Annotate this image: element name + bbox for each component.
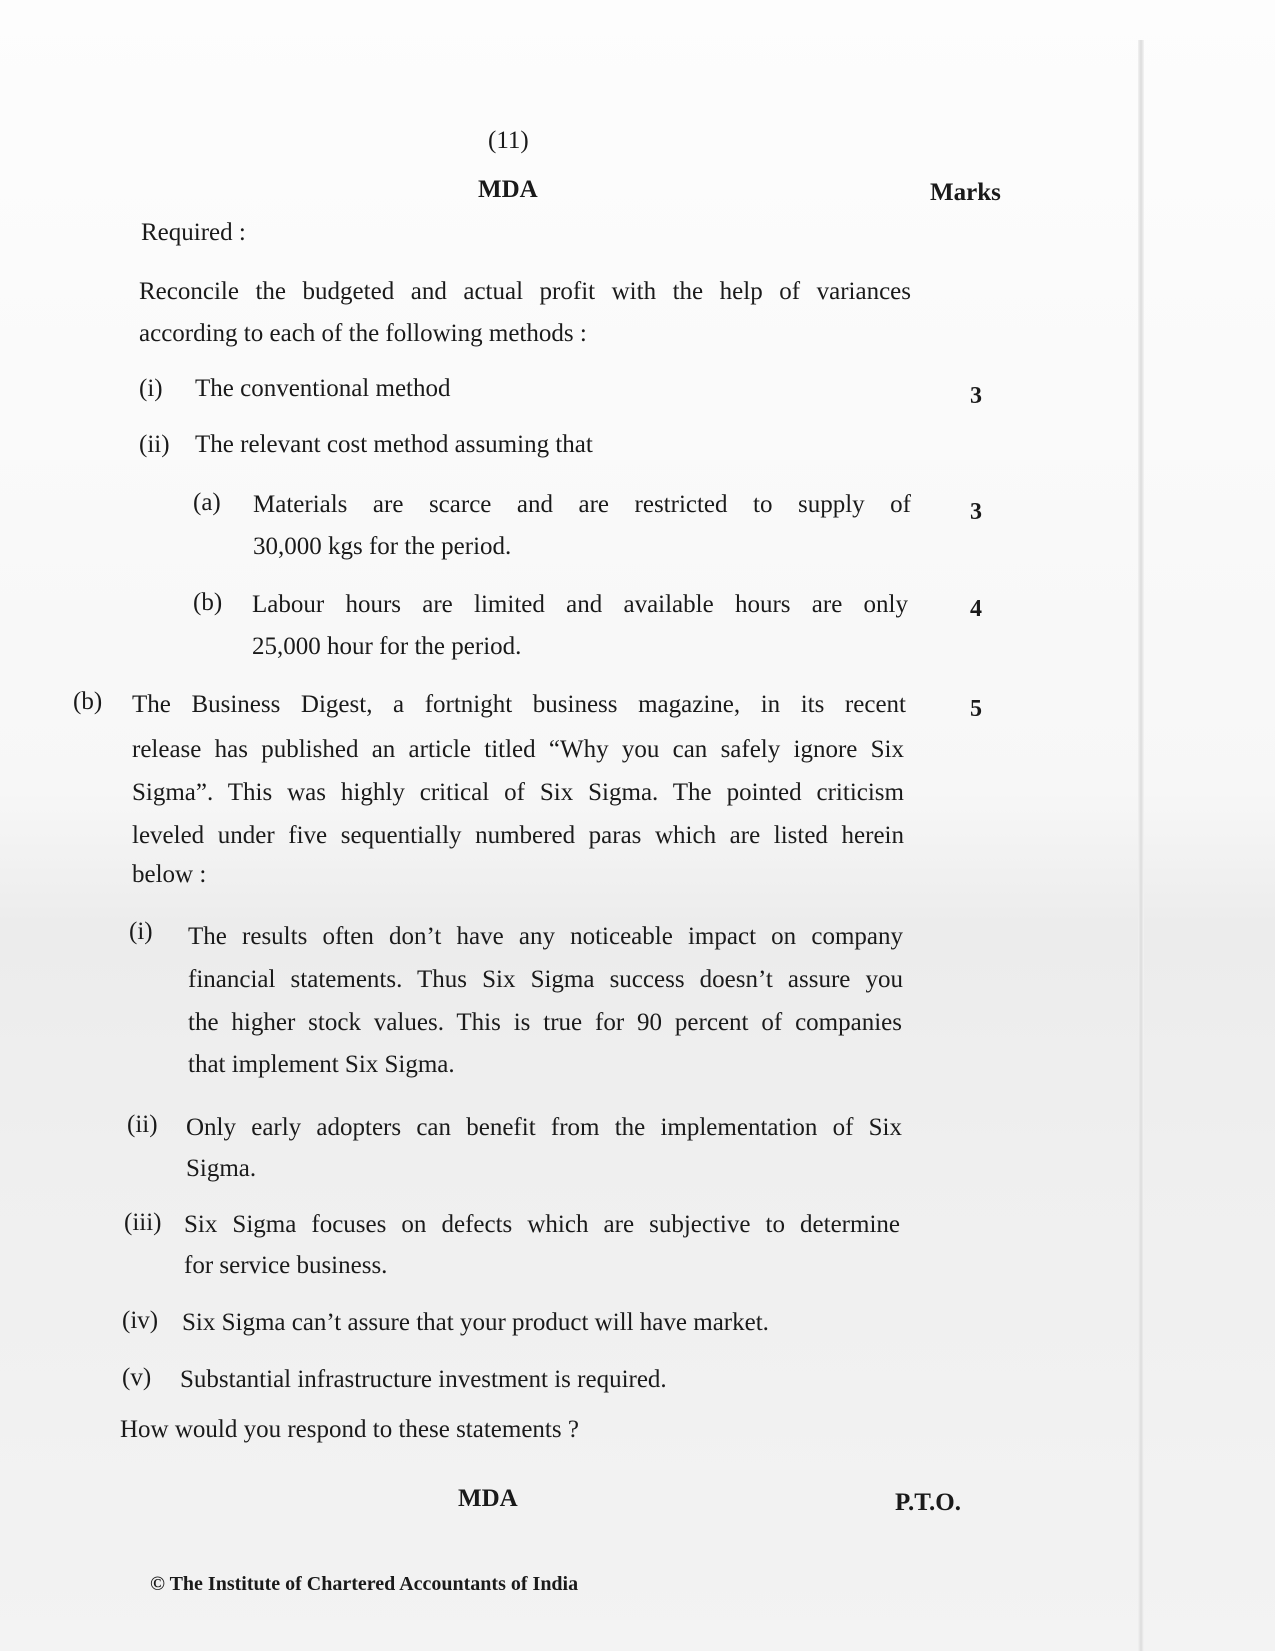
paper-code-header: MDA: [478, 176, 538, 203]
point-ii-label: (ii): [127, 1111, 158, 1138]
sub-b-line-2: 25,000 hour for the period.: [252, 633, 522, 660]
page-number: (11): [488, 127, 529, 154]
sub-b-marks: 4: [970, 596, 982, 622]
item-i-label: (i): [139, 375, 163, 402]
instruction-line-2: according to each of the following methods :: [139, 320, 587, 347]
point-ii-line-2: Sigma.: [186, 1155, 257, 1182]
point-i-line-4: that implement Six Sigma.: [188, 1051, 455, 1078]
sub-b-label: (b): [193, 589, 223, 616]
required-label: Required :: [141, 219, 246, 246]
sub-a-line-2: 30,000 kgs for the period.: [253, 533, 512, 560]
paper-code-footer: MDA: [458, 1485, 518, 1512]
point-i-line-1: The results often don’t have any noticeable impact on company: [188, 923, 903, 950]
pto-label: P.T.O.: [895, 1489, 961, 1516]
part-b-line-2: release has published an article titled “Why you can safely ignore Six: [132, 736, 904, 763]
sub-a-label: (a): [193, 489, 221, 516]
part-b-line-5: below :: [132, 861, 207, 888]
part-b-line-4: leveled under five sequentially numbered paras which are listed herein: [132, 822, 904, 849]
point-iii-line-1: Six Sigma focuses on defects which are subjective to determine: [184, 1211, 900, 1238]
point-iii-label: (iii): [124, 1209, 162, 1236]
item-ii-text: The relevant cost method assuming that: [195, 431, 593, 458]
point-v-label: (v): [122, 1364, 152, 1391]
part-b-line-3: Sigma”. This was highly critical of Six Sigma. The pointed criticism: [132, 779, 904, 806]
part-b-label: (b): [73, 688, 103, 715]
part-b-line-1: The Business Digest, a fortnight business magazine, in its recent: [132, 691, 906, 718]
point-i-line-2: financial statements. Thus Six Sigma success doesn’t assure you: [188, 966, 903, 993]
instruction-line-1: Reconcile the budgeted and actual profit with the help of variances: [139, 278, 911, 305]
marks-header: Marks: [930, 179, 1001, 206]
point-i-line-3: the higher stock values. This is true for 90 percent of companies: [188, 1009, 902, 1036]
point-i-label: (i): [129, 918, 153, 945]
point-v-text: Substantial infrastructure investment is required.: [180, 1366, 667, 1393]
copyright-notice: © The Institute of Chartered Accountants of India: [150, 1573, 579, 1595]
part-b-marks: 5: [970, 696, 982, 722]
sub-b-line-1: Labour hours are limited and available hours are only: [252, 591, 908, 618]
point-ii-line-1: Only early adopters can benefit from the implementation of Six: [186, 1114, 902, 1141]
point-iv-label: (iv): [122, 1307, 159, 1334]
page-edge-shadow: [1138, 40, 1144, 1651]
point-iv-text: Six Sigma can’t assure that your product will have market.: [182, 1309, 769, 1336]
sub-a-marks: 3: [970, 499, 982, 525]
item-i-marks: 3: [970, 383, 982, 409]
sub-a-line-1: Materials are scarce and are restricted to supply of: [253, 491, 911, 518]
item-ii-label: (ii): [139, 431, 170, 458]
item-i-text: The conventional method: [195, 375, 451, 402]
closing-question: How would you respond to these statements ?: [120, 1416, 579, 1443]
point-iii-line-2: for service business.: [184, 1252, 388, 1279]
